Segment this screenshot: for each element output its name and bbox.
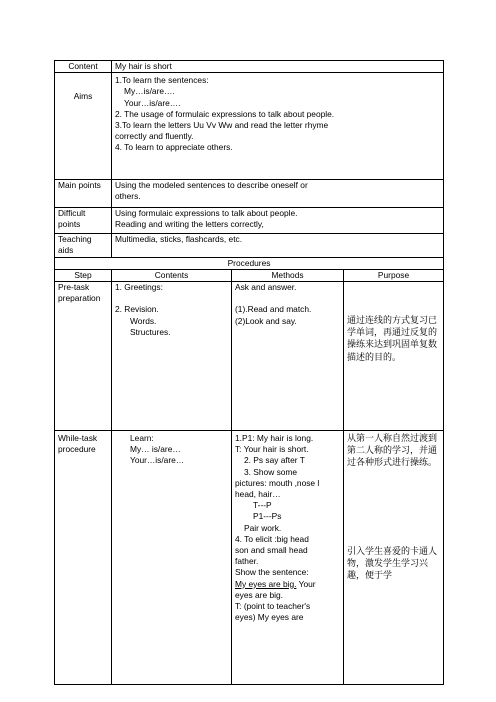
whiletask-contents-line-1: Learn: — [130, 433, 154, 444]
whiletask-methods-line-4: 3. Show some — [244, 466, 298, 477]
whiletask-methods-line-6: head, hair… — [235, 489, 281, 500]
pretask-methods-line-2 — [235, 293, 340, 304]
whiletask-row — [55, 431, 444, 685]
underlined-sentence: My eyes are big. — [235, 578, 297, 589]
whiletask-methods-line-3: 2. Ps say after T — [244, 455, 305, 466]
whiletask-methods-line-11: son and small head — [235, 545, 308, 556]
pretask-contents-line-1: 1. Greetings: — [115, 282, 163, 293]
pretask-step-line-2: preparation — [58, 293, 101, 304]
whiletask-step — [55, 431, 112, 685]
whiletask-purpose-text-2: 引入学生喜爱的卡通人物，激发学生学习兴趣，便于学 — [347, 546, 438, 582]
pretask-contents-line-3: 2. Revision. — [115, 304, 159, 315]
aims-line-5: 3.To learn the letters Uu Vv Ww and read the letter rhyme — [115, 120, 329, 131]
whiletask-methods-line-16: T: (point to teacher's — [235, 601, 311, 612]
main-points-value — [112, 180, 444, 208]
pretask-methods-line-3: (1).Read and match. — [235, 304, 312, 315]
col-contents: Contents — [112, 269, 232, 281]
pretask-methods-line-1: Ask and answer. — [235, 282, 297, 293]
whiletask-step-line-1: While-task — [58, 433, 98, 444]
whiletask-methods-line-12: father. — [235, 556, 259, 567]
aims-value — [112, 73, 444, 180]
pretask-step-line-1: Pre-task — [58, 282, 90, 293]
difficult-points-row — [55, 208, 444, 234]
whiletask-methods — [232, 431, 344, 685]
main-points-label: Main points — [55, 180, 112, 208]
whiletask-contents-line-3: Your…is/are… — [130, 455, 185, 466]
main-points-row — [55, 180, 444, 208]
aims-row — [55, 73, 444, 180]
col-step: Step — [55, 269, 112, 281]
aims-line-4: 2. The usage of formulaic expressions to talk about people. — [115, 108, 335, 119]
pretask-row — [55, 282, 444, 431]
main-points-line-1: Using the modeled sentences to describe oneself or — [115, 180, 308, 191]
procedures-row — [55, 257, 444, 269]
whiletask-methods-line-15: eyes are big. — [235, 589, 283, 600]
content-row — [55, 61, 444, 73]
whiletask-methods-your: Your — [298, 578, 316, 589]
aims-line-1: 1.To learn the sentences: — [115, 75, 209, 86]
aims-line-7: 4. To learn to appreciate others. — [115, 142, 233, 153]
whiletask-methods-line-7: T---P — [253, 500, 272, 511]
whiletask-methods-line-10: 4. To elicit :big head — [235, 533, 309, 544]
difficult-points-line-2: Reading and writing the letters correctly, — [115, 219, 264, 230]
pretask-purpose-text: 通过连线的方式复习已学单词，再通过反复的操练来达到巩固单复数描述的目的。 — [347, 316, 438, 363]
col-methods: Methods — [232, 269, 344, 281]
aims-line-2: My…is/are…. — [124, 86, 175, 97]
whiletask-methods-line-13: Show the sentence: — [235, 567, 309, 578]
pretask-methods-line-4: (2)Look and say. — [235, 315, 297, 326]
lesson-plan-table — [54, 60, 444, 685]
difficult-points-label: Difficult points — [55, 208, 112, 234]
whiletask-methods-line-2: T: Your hair is short. — [235, 444, 309, 455]
pretask-contents-line-2 — [115, 293, 228, 304]
whiletask-methods-line-9: Pair work. — [244, 522, 282, 533]
pretask-contents-line-4: Words. — [130, 315, 157, 326]
teaching-aids-value: Multimedia, sticks, flashcards, etc. — [112, 234, 444, 257]
pretask-purpose — [344, 282, 444, 431]
whiletask-purpose-text-1: 从第一人称自然过渡到第二人称的学习，并通过各种形式进行操练。 — [347, 434, 438, 469]
whiletask-methods-line-5: pictures: mouth ,nose l — [235, 477, 320, 488]
pretask-step — [55, 282, 112, 431]
aims-label: Aims — [55, 73, 112, 180]
aims-line-3: Your…is/are…. — [124, 97, 181, 108]
pretask-contents — [112, 282, 232, 431]
procedures-heading: Procedures — [55, 257, 444, 269]
pretask-contents-line-5: Structures. — [130, 326, 171, 337]
main-points-line-2: others. — [115, 191, 141, 202]
column-header-row — [55, 269, 444, 281]
whiletask-purpose — [344, 431, 444, 685]
whiletask-step-line-2: procedure — [58, 444, 96, 455]
whiletask-contents — [112, 431, 232, 685]
whiletask-methods-line-1: 1.P1: My hair is long. — [235, 433, 314, 444]
whiletask-contents-line-2: My… is/are… — [130, 444, 181, 455]
difficult-points-value — [112, 208, 444, 234]
whiletask-methods-line-8: P1---Ps — [253, 511, 282, 522]
aims-line-6: correctly and fluently. — [115, 131, 194, 142]
content-label: Content — [55, 61, 112, 73]
whiletask-methods-line-17: eyes) My eyes are — [235, 612, 304, 623]
teaching-aids-row — [55, 234, 444, 257]
teaching-aids-label: Teaching aids — [55, 234, 112, 257]
pretask-methods — [232, 282, 344, 431]
difficult-points-line-1: Using formulaic expressions to talk about people. — [115, 208, 298, 219]
col-purpose: Purpose — [344, 269, 444, 281]
content-value: My hair is short — [112, 61, 444, 73]
whiletask-methods-line-14 — [235, 579, 340, 590]
